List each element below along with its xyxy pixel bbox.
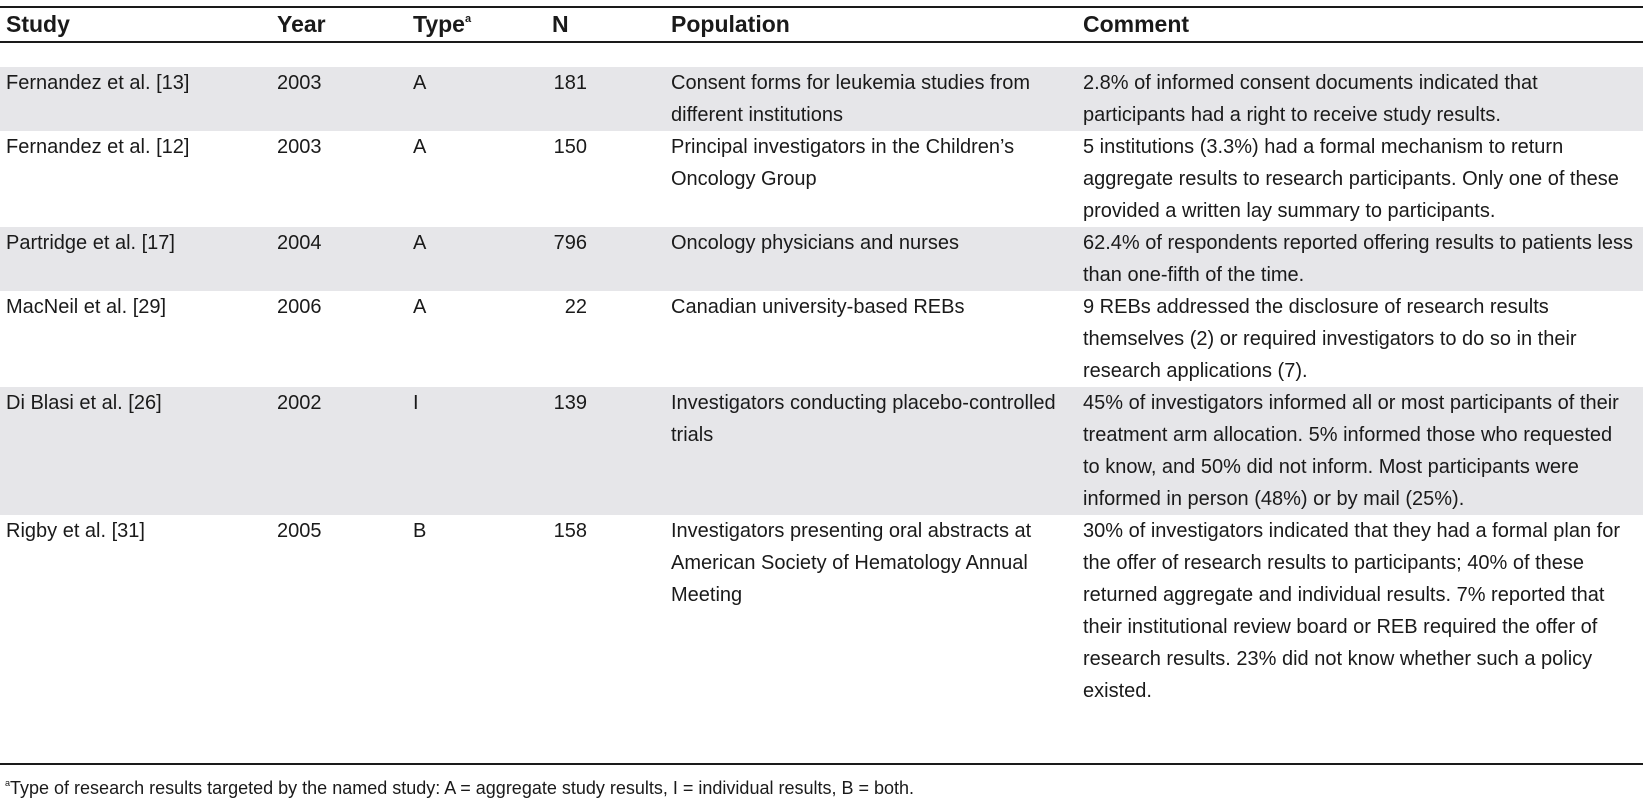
cell-study: Di Blasi et al. [26] xyxy=(0,387,271,515)
cell-study: Partridge et al. [17] xyxy=(0,227,271,291)
table-row xyxy=(0,291,1643,387)
cell-type: A xyxy=(407,227,532,291)
cell-study: Rigby et al. [31] xyxy=(6,520,145,542)
cell-population: Principal investigators in the Children’s Oncology Group xyxy=(671,136,1015,190)
cell-n: 158 xyxy=(553,520,587,542)
table-row xyxy=(0,515,1643,707)
cell-year: 2004 xyxy=(271,227,407,291)
header-type xyxy=(407,7,532,42)
footnote-marker: a xyxy=(464,13,472,25)
results-table xyxy=(0,6,1643,707)
header-type-label: Type xyxy=(413,11,465,37)
cell-study: MacNeil et al. [29] xyxy=(6,296,167,318)
cell-type: A xyxy=(413,296,427,318)
cell-type: A xyxy=(407,67,532,131)
table-row xyxy=(0,227,1643,291)
cell-year: 2002 xyxy=(271,387,407,515)
study-table xyxy=(0,6,1643,707)
cell-type: I xyxy=(407,387,532,515)
cell-n: 150 xyxy=(553,136,587,158)
cell-population: Canadian university-based REBs xyxy=(671,296,965,318)
header-comment: Comment xyxy=(1083,11,1190,37)
header-n: N xyxy=(552,11,569,37)
footnote-divider xyxy=(0,763,1643,765)
table-row xyxy=(0,131,1643,227)
cell-comment: 45% of investigators informed all or most participants of their treatment arm allocation. 5% informed those who requested to know, and 50% did not inform. Most participants were informed in person (48%) or by mail (25%). xyxy=(1077,387,1643,515)
cell-comment: 5 institutions (3.3%) had a formal mechanism to return aggregate results to research participants. Only one of these provided a written lay summary to participants. xyxy=(1083,136,1619,222)
cell-comment: 2.8% of informed consent documents indicated that participants had a right to receive study results. xyxy=(1077,67,1643,131)
table-row xyxy=(0,387,1643,515)
cell-comment: 62.4% of respondents reported offering results to patients less than one-fifth of the time. xyxy=(1077,227,1643,291)
cell-study: Fernandez et al. [12] xyxy=(6,136,190,158)
cell-study: Fernandez et al. [13] xyxy=(0,67,271,131)
header-study: Study xyxy=(6,11,70,37)
footnote-marker-symbol: a xyxy=(5,778,11,788)
header-row xyxy=(0,7,1643,42)
cell-type: A xyxy=(413,136,427,158)
table-header xyxy=(0,7,1643,42)
cell-n: 181 xyxy=(532,67,665,131)
cell-year: 2005 xyxy=(277,520,322,542)
table-body xyxy=(0,42,1643,707)
cell-population: Investigators presenting oral abstracts at American Society of Hematology Annual Meeting xyxy=(671,520,1032,606)
header-population: Population xyxy=(671,11,790,37)
cell-year: 2003 xyxy=(271,67,407,131)
header-spacer xyxy=(0,42,1643,67)
cell-year: 2003 xyxy=(277,136,322,158)
cell-population: Oncology physicians and nurses xyxy=(665,227,1077,291)
header-year: Year xyxy=(277,11,326,37)
cell-comment: 30% of investigators indicated that they had a formal plan for the offer of research results to participants; 40% of these returned aggregate and individual results. 7% reported that their institutional review board or REB required the offer of research results. 23% did not know whether such a policy existed. xyxy=(1083,520,1620,702)
cell-n: 139 xyxy=(532,387,665,515)
footnote-text: Type of research results targeted by the named study: A = aggregate study results, I = individual results, B = both. xyxy=(10,778,915,798)
cell-year: 2006 xyxy=(277,296,322,318)
cell-n: 22 xyxy=(564,296,587,318)
table-footnote xyxy=(5,771,914,800)
cell-comment: 9 REBs addressed the disclosure of research results themselves (2) or required investigators to do so in their research applications (7). xyxy=(1083,296,1577,382)
cell-population: Investigators conducting placebo-controlled trials xyxy=(665,387,1077,515)
cell-n: 796 xyxy=(532,227,665,291)
cell-population: Consent forms for leukemia studies from different institutions xyxy=(665,67,1077,131)
cell-type: B xyxy=(413,520,427,542)
table-row xyxy=(0,67,1643,131)
